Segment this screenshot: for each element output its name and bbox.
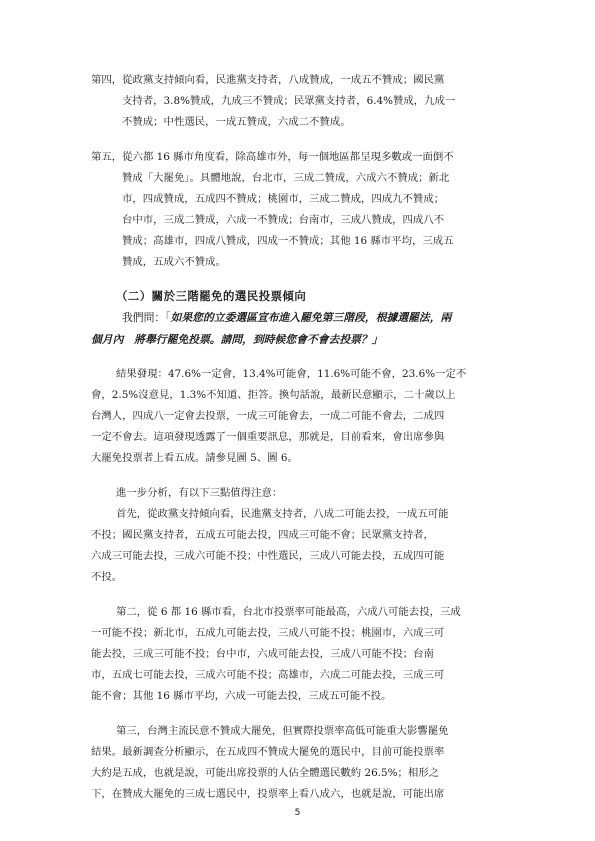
results-line4: 一定不會去。這項發現透露了一個重要訊息，那就是，目前看來，會出席參與 <box>91 431 445 443</box>
point5-line4: 台中市，三成二贊成，六成一不贊成；台南市，三成八贊成，四成八不 <box>122 214 445 226</box>
first-line4: 不投。 <box>91 571 123 583</box>
first-line1: 首先，從政黨支持傾向看，民進黨支持者，八成二可能去投，一成五可能 <box>116 508 449 520</box>
point5-line3: 市，四成贊成，五成四不贊成；桃園市，三成二贊成，四成九不贊成； <box>122 193 445 205</box>
section-heading: （二）關於三階罷免的選民投票傾向 <box>116 289 307 303</box>
first-line2: 不投；國民黨支持者，五成五可能去投，四成三可能不會；民眾黨支持者， <box>91 529 434 541</box>
question-line2: 個月內 將舉行罷免投票。請問，到時候您會不會去投票？」 <box>91 333 383 346</box>
point5-line2: 贊成「大罷免」。具體地說，台北市，三成二贊成，六成六不贊成；新北 <box>122 172 450 184</box>
third-line3: 大約是五成，也就是說，可能出席投票的人佔全體選民數約 26.5%；相形之 <box>91 767 440 779</box>
question-text-1: 如果您的立委選區宣布進入罷免第三階段，根據選罷法，兩 <box>170 311 452 324</box>
second-line5: 能不會；其他 16 縣市平均，六成一可能去投，三成五可能不投。 <box>91 690 392 702</box>
results-line3: 台灣人，四成八一定會去投票，一成三可能會去，一成二可能不會去，二成四 <box>91 410 445 422</box>
third-line2: 結果。最新調查分析顯示，在五成四不贊成大罷免的選民中，目前可能投票率 <box>91 746 445 758</box>
further-intro: 進一步分析，有以下三點值得注意： <box>116 487 283 499</box>
second-line4: 市，五成七可能去投，三成六可能不投；高雄市，六成二可能去投，三成三可 <box>91 669 445 681</box>
point5-line6: 贊成，五成六不贊成。 <box>122 256 226 268</box>
third-line4: 下，在贊成大罷免的三成七選民中，投票率上看八成六，也就是說，可能出席 <box>91 788 445 800</box>
point4-line3: 不贊成；中性選民，一成五贊成，六成二不贊成。 <box>122 116 351 128</box>
point5-line1: 第五，從六都 16 縣市角度看，除高雄市外，每一個地區都呈現多數或一面倒不 <box>91 151 454 163</box>
results-line2: 會，2.5%沒意見，1.3%不知道、拒答。換句話說，最新民意顯示，二十歲以上 <box>91 389 456 401</box>
second-line3: 能去投，三成三可能不投；台中市，六成可能去投，三成八可能不投；台南 <box>91 648 434 660</box>
page-number: 5 <box>294 808 301 818</box>
question-prefix: 我們問：「 <box>122 311 171 324</box>
point5-line5: 贊成；高雄市，四成八贊成，四成一不贊成；其他 16 縣市平均，三成五 <box>122 235 454 247</box>
results-line5: 大罷免投票者上看五成。請參見圖 5、圖 6。 <box>91 452 298 464</box>
results-line1: 結果發現：47.6%一定會，13.4%可能會，11.6%可能不會，23.6%一定不 <box>116 368 467 380</box>
third-line1: 第三，台灣主流民意不贊成大罷免，但實際投票率高低可能重大影響罷免 <box>116 725 449 737</box>
second-line1: 第二，從 6 都 16 縣市看，台北市投票率可能最高，六成八可能去投，三成 <box>116 606 461 618</box>
point4-line2: 支持者，3.8%贊成，九成三不贊成；民眾黨支持者，6.4%贊成，九成一 <box>122 95 456 107</box>
point4-line1: 第四，從政黨支持傾向看，民進黨支持者，八成贊成，一成五不贊成；國民黨 <box>91 74 445 86</box>
first-line3: 六成三可能去投，三成六可能不投；中性選民，三成八可能去投，五成四可能 <box>91 550 445 562</box>
second-line2: 一可能不投；新北市，五成九可能去投，三成八可能不投；桃園市，六成三可 <box>91 627 445 639</box>
question-line1 <box>122 308 451 328</box>
